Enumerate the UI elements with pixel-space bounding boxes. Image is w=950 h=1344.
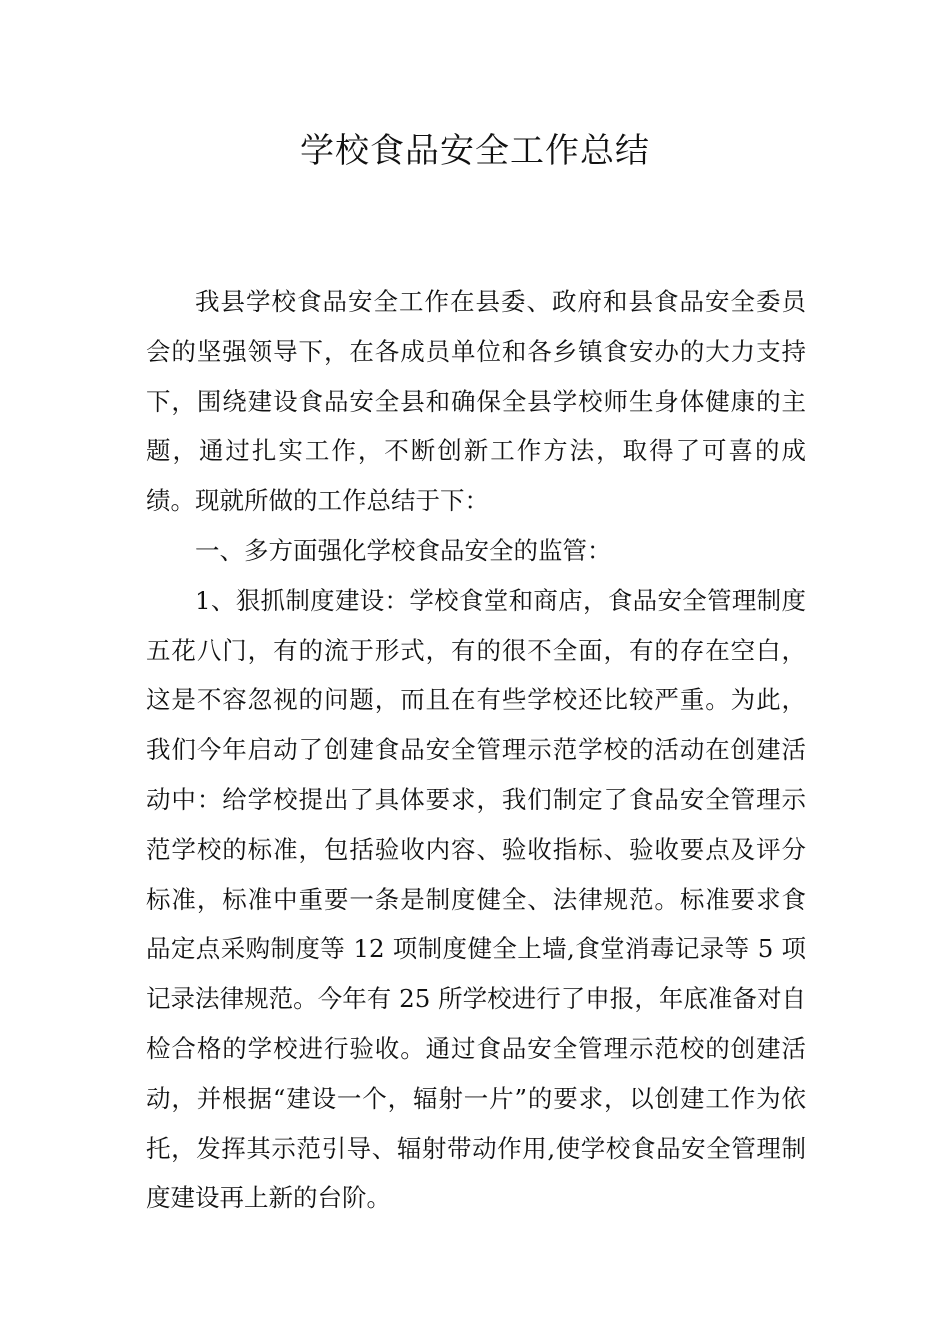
paragraph-intro: 我县学校食品安全工作在县委、政府和县食品安全委员会的坚强领导下，在各成员单位和各乡镇食安办的大力支持下，围绕建设食品安全县和确保全县学校师生身体健康的主题，通过扎实工作，不断创新工作方法，取得了可喜的成绩。现就所做的工作总结于下： [146, 287, 806, 516]
document-body [146, 277, 806, 1223]
paragraph-section-heading: 一、多方面强化学校食品安全的监管： [195, 535, 612, 565]
paragraph-system-building: 1、狠抓制度建设：学校食堂和商店，食品安全管理制度五花八门，有的流于形式，有的很不全面，有的存在空白，这是不容忽视的问题，而且在有些学校还比较严重。为此，我们今年启动了创建食品安全管理示范学校的活动在创建活动中：给学校提出了具体要求，我们制定了食品安全管理示范学校的标准，包括验收内容、验收指标、验收要点及评分标准，标准中重要一条是制度健全、法律规范。标准要求食品定点采购制度等 12 项制度健全上墙,食堂消毒记录等 5 项记录法律规范。今年有 25 所学校进行了申报，年底准备对自检合格的学校进行验收。通过食品安全管理示范校的创建活动，并根据“建设一个，辐射一片”的要求，以创建工作为依托，发挥其示范引导、辐射带动作用,使学校食品安全管理制度建设再上新的台阶。 [146, 585, 806, 1213]
document-title: 学校食品安全工作总结 [300, 131, 650, 171]
